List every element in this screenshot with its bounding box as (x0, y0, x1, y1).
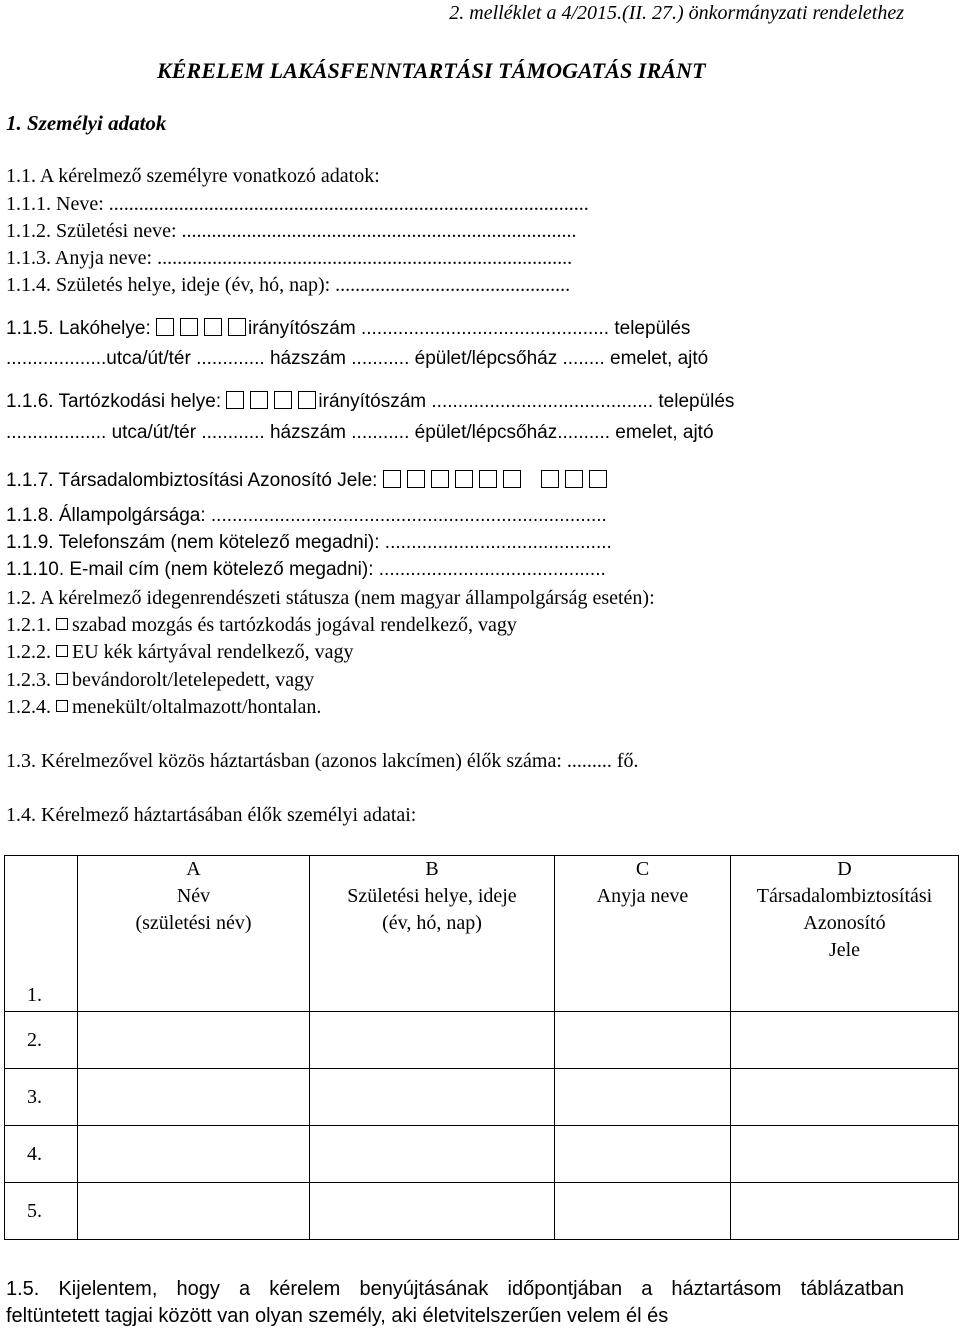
field-phone[interactable]: 1.1.9. Telefonszám (nem kötelező megadni): ........................................... (6, 532, 612, 553)
taj-box[interactable] (541, 470, 559, 488)
form-title: KÉRELEM LAKÁSFENNTARTÁSI TÁMOGATÁS IRÁNT (157, 58, 706, 83)
option-eu-blue-card[interactable] (6, 640, 354, 664)
table-row (5, 1069, 959, 1126)
taj-boxes[interactable] (383, 469, 527, 493)
zip-box[interactable] (204, 318, 222, 336)
table-row-number: 2. (5, 1012, 78, 1069)
option-label: EU kék kártyával rendelkező, vagy (72, 641, 354, 663)
table-cell[interactable] (731, 1126, 959, 1183)
table-cell[interactable] (555, 1126, 731, 1183)
zip-box[interactable] (274, 391, 292, 409)
line-1-1: 1.1. A kérelmező személyre vonatkozó adatok: (6, 165, 380, 187)
taj-box[interactable] (407, 470, 425, 488)
field-taj[interactable] (6, 469, 615, 493)
table-cell[interactable] (310, 1012, 555, 1069)
table-row (5, 1012, 959, 1069)
table-cell[interactable] (731, 1012, 959, 1069)
checkbox[interactable] (56, 645, 68, 657)
taj-boxes[interactable] (541, 469, 613, 493)
field-name[interactable]: 1.1.1. Neve: ................................................................................................ (6, 193, 589, 215)
column-letter: A (186, 858, 201, 880)
column-header-d (731, 856, 959, 1012)
table-row-number: 3. (5, 1069, 78, 1126)
option-number: 1.2.2. (6, 641, 51, 663)
option-number: 1.2.1. (6, 614, 51, 636)
field-birth-name[interactable]: 1.1.2. Születési neve: ............................................................................... (6, 220, 577, 242)
option-label: bevándorolt/letelepedett, vagy (72, 669, 315, 691)
field-stay-row2[interactable]: ................... utca/út/tér ............ házszám ........... épület/lépcsőház.......... emelet, ajtó (6, 422, 714, 443)
taj-box[interactable] (455, 470, 473, 488)
option-label: szabad mozgás és tartózkodás jogával rendelkező, vagy (72, 614, 517, 636)
declaration-line-1: 1.5. Kijelentem, hogy a kérelem benyújtásának időpontjában a háztartásom táblázatban (6, 1278, 904, 1300)
zip-box[interactable] (180, 318, 198, 336)
residence-zip-settlement: irányítószám ............................................... település (248, 318, 691, 339)
table-cell[interactable] (555, 1012, 731, 1069)
stay-zip-settlement: irányítószám .......................................... település (318, 391, 735, 412)
table-cell[interactable] (78, 1012, 310, 1069)
field-stay-row1[interactable] (6, 390, 734, 414)
taj-box[interactable] (565, 470, 583, 488)
column-header-a (78, 856, 310, 1012)
table-row-number: 5. (5, 1183, 78, 1240)
column-title: Anyja neve (596, 885, 689, 907)
field-citizenship[interactable]: 1.1.8. Állampolgársága: ........................................................................... (6, 505, 607, 526)
option-number: 1.2.4. (6, 696, 51, 718)
field-mother-name[interactable]: 1.1.3. Anyja neve: ................................................................................... (6, 247, 573, 269)
field-household-count[interactable]: 1.3. Kérelmezővel közös háztartásban (azonos lakcímen) élők száma: ......... fő. (6, 750, 639, 772)
option-free-movement[interactable] (6, 613, 517, 637)
table-row (5, 1183, 959, 1240)
table-row (5, 1126, 959, 1183)
field-residence-row2[interactable]: ...................utca/út/tér ............. házszám ........... épület/lépcsőház ........ emelet, ajtó (6, 348, 709, 369)
taj-box[interactable] (431, 470, 449, 488)
checkbox[interactable] (56, 618, 68, 630)
table-cell[interactable] (78, 1069, 310, 1126)
column-title: Születési helye, ideje (év, hó, nap) (347, 885, 517, 934)
checkbox[interactable] (56, 673, 68, 685)
field-residence-row1[interactable] (6, 317, 690, 341)
taj-box[interactable] (589, 470, 607, 488)
zip-box[interactable] (298, 391, 316, 409)
table-cell[interactable] (310, 1126, 555, 1183)
option-settled[interactable] (6, 668, 314, 692)
taj-box[interactable] (503, 470, 521, 488)
option-number: 1.2.3. (6, 669, 51, 691)
zip-code-boxes[interactable] (226, 390, 316, 414)
column-title: Név (születési név) (135, 885, 252, 934)
table-cell[interactable] (78, 1126, 310, 1183)
household-table (4, 855, 959, 1240)
field-email[interactable]: 1.1.10. E-mail cím (nem kötelező megadni): ........................................... (6, 559, 606, 580)
section-heading-personal: 1. Személyi adatok (6, 111, 167, 135)
field-birth-place-date[interactable]: 1.1.4. Születés helye, ideje (év, hó, nap): ............................................... (6, 274, 571, 296)
table-cell[interactable] (555, 1183, 731, 1240)
declaration-line-2: feltüntetett tagjai között van olyan személy, aki életvitelszerűen velem él és (6, 1305, 669, 1327)
declaration-paragraph (6, 1276, 904, 1330)
column-letter: C (635, 858, 650, 880)
column-header-b (310, 856, 555, 1012)
table-cell[interactable] (731, 1069, 959, 1126)
table-row-number: 4. (5, 1126, 78, 1183)
zip-box[interactable] (250, 391, 268, 409)
residence-label: 1.1.5. Lakóhelye: (6, 318, 156, 339)
table-row-number: 1. (5, 856, 78, 1012)
taj-box[interactable] (479, 470, 497, 488)
zip-box[interactable] (156, 318, 174, 336)
column-header-c (555, 856, 731, 1012)
stay-label: 1.1.6. Tartózkodási helye: (6, 391, 227, 412)
table-cell[interactable] (310, 1183, 555, 1240)
column-letter: D (837, 858, 852, 880)
column-title: Társadalombiztosítási Azonosító Jele (756, 885, 933, 961)
table-cell[interactable] (555, 1069, 731, 1126)
table-cell[interactable] (310, 1069, 555, 1126)
taj-label: 1.1.7. Társadalombiztosítási Azonosító Jele: (6, 470, 383, 491)
zip-box[interactable] (226, 391, 244, 409)
line-1-4: 1.4. Kérelmező háztartásában élők személyi adatai: (6, 804, 417, 826)
column-letter: B (425, 858, 439, 880)
option-label: menekült/oltalmazott/hontalan. (72, 696, 322, 718)
option-refugee[interactable] (6, 695, 321, 719)
zip-code-boxes[interactable] (156, 317, 246, 341)
zip-box[interactable] (228, 318, 246, 336)
checkbox[interactable] (56, 700, 68, 712)
table-cell[interactable] (731, 1183, 959, 1240)
table-header-row (5, 856, 959, 1012)
line-1-2: 1.2. A kérelmező idegenrendészeti státusza (nem magyar állampolgárság esetén): (6, 587, 655, 609)
table-cell[interactable] (78, 1183, 310, 1240)
annex-reference: 2. melléklet a 4/2015.(II. 27.) önkormányzati rendelethez (449, 2, 904, 24)
taj-box[interactable] (383, 470, 401, 488)
